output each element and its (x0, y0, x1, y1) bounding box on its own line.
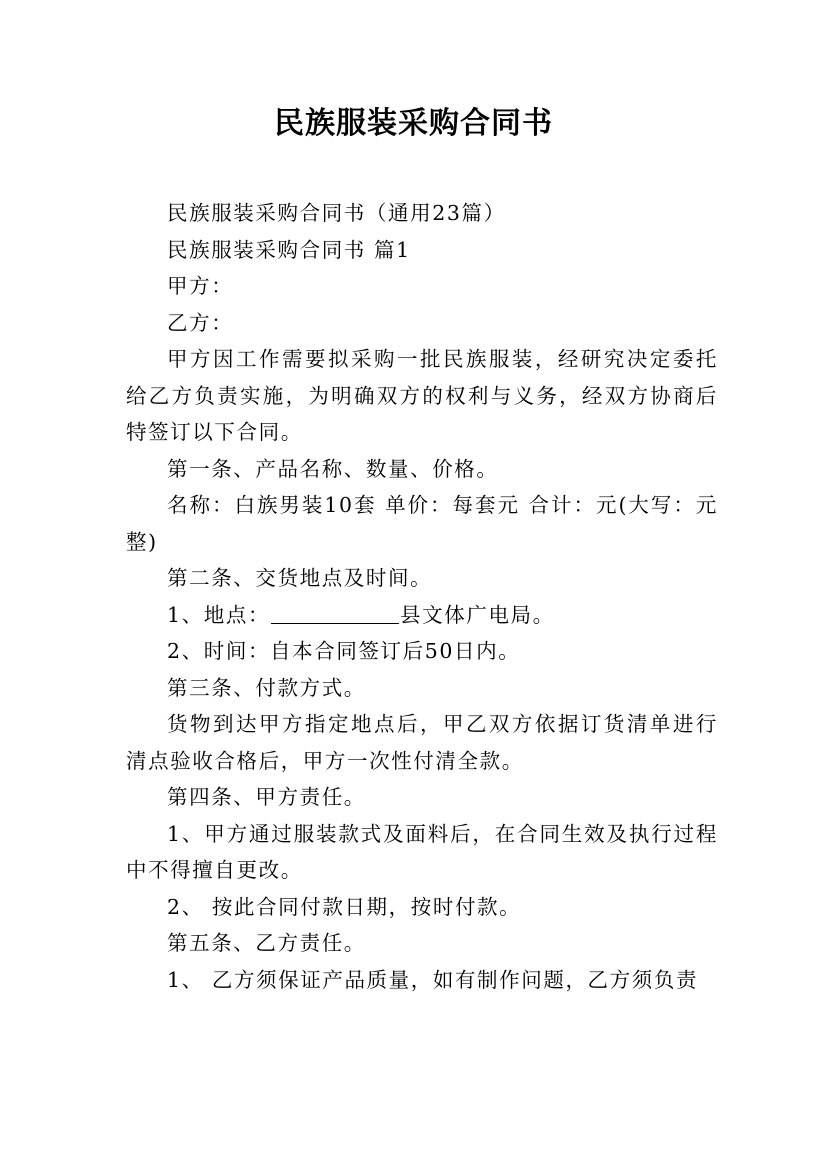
location-value: 县文体广电局。 (400, 602, 555, 627)
paragraph: 甲方： (167, 274, 234, 298)
paragraph: 第二条、交货地点及时间。 (167, 566, 433, 590)
paragraph: 第五条、乙方责任。 (167, 931, 366, 955)
paragraph: 第三条、付款方式。 (167, 675, 366, 700)
blank-line (271, 603, 399, 624)
paragraph: 1、甲方通过服装款式及面料后，在合同生效及执行过程中不得擅自更改。 (126, 821, 718, 882)
document-title: 民族服装采购合同书 (274, 106, 553, 141)
paragraph: 民族服装采购合同书 篇1 (167, 237, 411, 262)
paragraph: 第四条、甲方责任。 (167, 785, 366, 809)
paragraph: 第一条、产品名称、数量、价格。 (167, 456, 499, 481)
document-body (126, 195, 718, 998)
paragraph-location (126, 597, 718, 634)
paragraph: 2、 按此合同付款日期，按时付款。 (167, 894, 522, 919)
location-label: 1、地点： (167, 602, 271, 627)
paragraph: 甲方因工作需要拟采购一批民族服装，经研究决定委托给乙方负责实施，为明确双方的权利与义务，经双方协商后特签订以下合同。 (126, 347, 718, 444)
paragraph: 民族服装采购合同书（通用23篇） (167, 201, 506, 225)
paragraph: 2、时间：自本合同签订后50日内。 (167, 639, 521, 663)
paragraph: 货物到达甲方指定地点后，甲乙双方依据订货清单进行清点验收合格后，甲方一次性付清全款。 (126, 712, 718, 773)
paragraph: 乙方： (167, 310, 234, 335)
paragraph: 1、 乙方须保证产品质量，如有制作问题，乙方须负责 (167, 967, 699, 992)
paragraph: 名称：白族男装10套 单价：每套元 合计：元(大写：元整) (126, 493, 718, 554)
